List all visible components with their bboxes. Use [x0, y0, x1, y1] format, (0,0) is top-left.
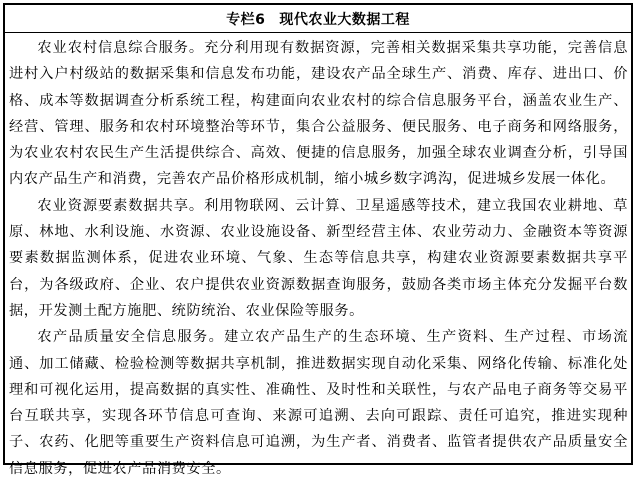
paragraph-info-services: 农业农村信息综合服务。充分利用现有数据资源，完善相关数据采集共享功能，完善信息进村入户村级站的数据采集和信息发布功能，建设农产品全球生产、消费、库存、进出口、价格、成本等数据调查分析系统工程，构建面向农业农村的综合信息服务平台，涵盖农业生产、经营、管理、服务和农村环境整治等环节，集合公益服务、便民服务、电子商务和网络服务，为农业农村农民生产生活提供综合、高效、便捷的信息服务，加强全球农业调查分析，引导国内农产品生产和消费，完善农产品价格形成机制，缩小城乡数字鸿沟，促进城乡发展一体化。 [9, 40, 628, 188]
paragraph-quality-safety-services: 农产品质量安全信息服务。建立农产品生产的生态环境、生产资料、生产过程、市场流通、加工储藏、检验检测等数据共享机制，推进数据实现自动化采集、网络化传输、标准化处理和可视化运用，提高数据的真实性、准确性、及时性和关联性，与农产品电子商务等交易平台互联共享，实现各环节信息可查询、来源可追溯、去向可跟踪、责任可追究，推进实现种子、农药、化肥等重要生产资料信息可追溯，为生产者、消费者、监管者提供农产品质量安全信息服务，促进农产品消费安全。 [9, 329, 628, 477]
column-body [5, 33, 631, 482]
column-header [5, 5, 631, 33]
column-box [3, 3, 633, 477]
paragraph-resource-data-sharing: 农业资源要素数据共享。利用物联网、云计算、卫星遥感等技术，建立我国农业耕地、草原、林地、水利设施、水资源、农业设施设备、新型经营主体、农业劳动力、金融资本等资源要素数据监测体系，促进农业环境、气象、生态等信息共享，构建农业资源要素数据共享平台，为各级政府、企业、农户提供农业资源数据查询服务，鼓励各类市场主体充分发掘平台数据，开发测土配方施肥、统防统治、农业保险等服务。 [9, 197, 628, 319]
column-label: 专栏6 [226, 11, 266, 28]
column-title: 现代农业大数据工程 [279, 11, 410, 28]
